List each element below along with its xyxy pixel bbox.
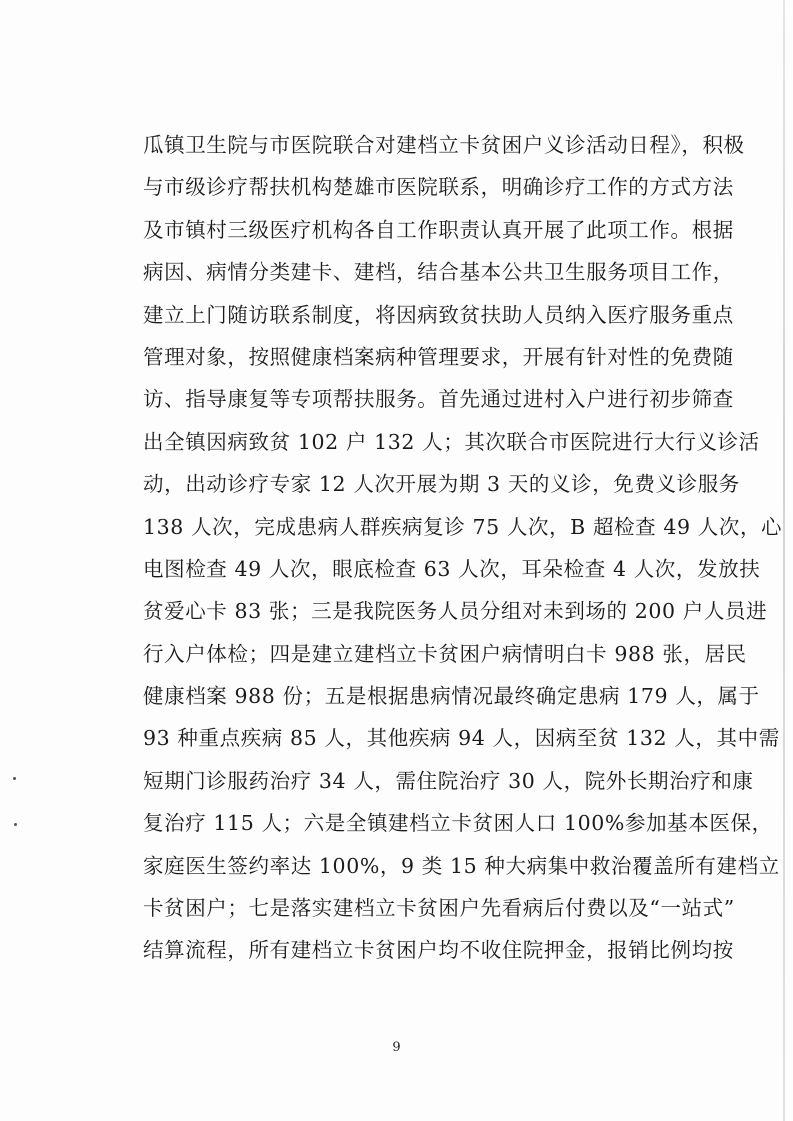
text-line: 建立上门随访联系制度，将因病致贫扶助人员纳入医疗服务重点 xyxy=(143,302,734,327)
text-line: 卡贫困户；七是落实建档立卡贫困户先看病后付费以及“一站式” xyxy=(143,896,735,921)
text-line: 管理对象，按照健康档案病种管理要求，开展有针对性的免费随 xyxy=(143,344,734,369)
text-line: 出全镇因病致贫 102 户 132 人；其次联合市医院进行大行义诊活 xyxy=(143,429,760,454)
text-line: 复治疗 115 人；六是全镇建档立卡贫困人口 100%参加基本医保， xyxy=(143,811,773,836)
scan-edge xyxy=(783,0,785,1121)
text-line: 访、指导康复等专项帮扶服务。首先通过进村入户进行初步筛查 xyxy=(143,387,734,412)
text-line: 电图检查 49 人次，眼底检查 63 人次，耳朵检查 4 人次，发放扶 xyxy=(143,556,761,581)
page-number: 9 xyxy=(392,1040,401,1055)
text-line: 138 人次，完成患病人群疾病复诊 75 人次，B 超检查 49 人次，心 xyxy=(143,514,783,539)
text-line: 与市级诊疗帮扶机构楚雄市医院联系，明确诊疗工作的方式方法 xyxy=(143,175,734,200)
text-line: 及市镇村三级医疗机构各自工作职责认真开展了此项工作。根据 xyxy=(143,217,734,242)
text-line: 行入户体检；四是建立建档立卡贫困户病情明白卡 988 张，居民 xyxy=(143,641,747,666)
text-line: 动，出动诊疗专家 12 人次开展为期 3 天的义诊，免费义诊服务 xyxy=(143,472,740,497)
scan-speck xyxy=(14,823,17,826)
text-line: 健康档案 988 份；五是根据患病情况最终确定患病 179 人，属于 xyxy=(143,684,760,709)
body-paragraph xyxy=(143,124,783,972)
scan-speck xyxy=(13,777,16,780)
text-line: 瓜镇卫生院与市医院联合对建档立卡贫困户义诊活动日程》，积极 xyxy=(143,133,745,157)
text-line: 家庭医生签约率达 100%，9 类 15 种大病集中救治覆盖所有建档立 xyxy=(143,853,780,878)
text-line: 短期门诊服药治疗 34 人，需住院治疗 30 人，院外长期治疗和康 xyxy=(143,768,754,793)
text-line: 贫爱心卡 83 张；三是我院医务人员分组对未到场的 200 户人员进 xyxy=(143,599,768,624)
text-line: 93 种重点疾病 85 人，其他疾病 94 人，因病至贫 132 人，其中需 xyxy=(143,726,780,751)
text-line: 病因、病情分类建卡、建档，结合基本公共卫生服务项目工作， xyxy=(143,260,734,285)
text-line: 结算流程，所有建档立卡贫困户均不收住院押金，报销比例均按 xyxy=(143,938,734,963)
